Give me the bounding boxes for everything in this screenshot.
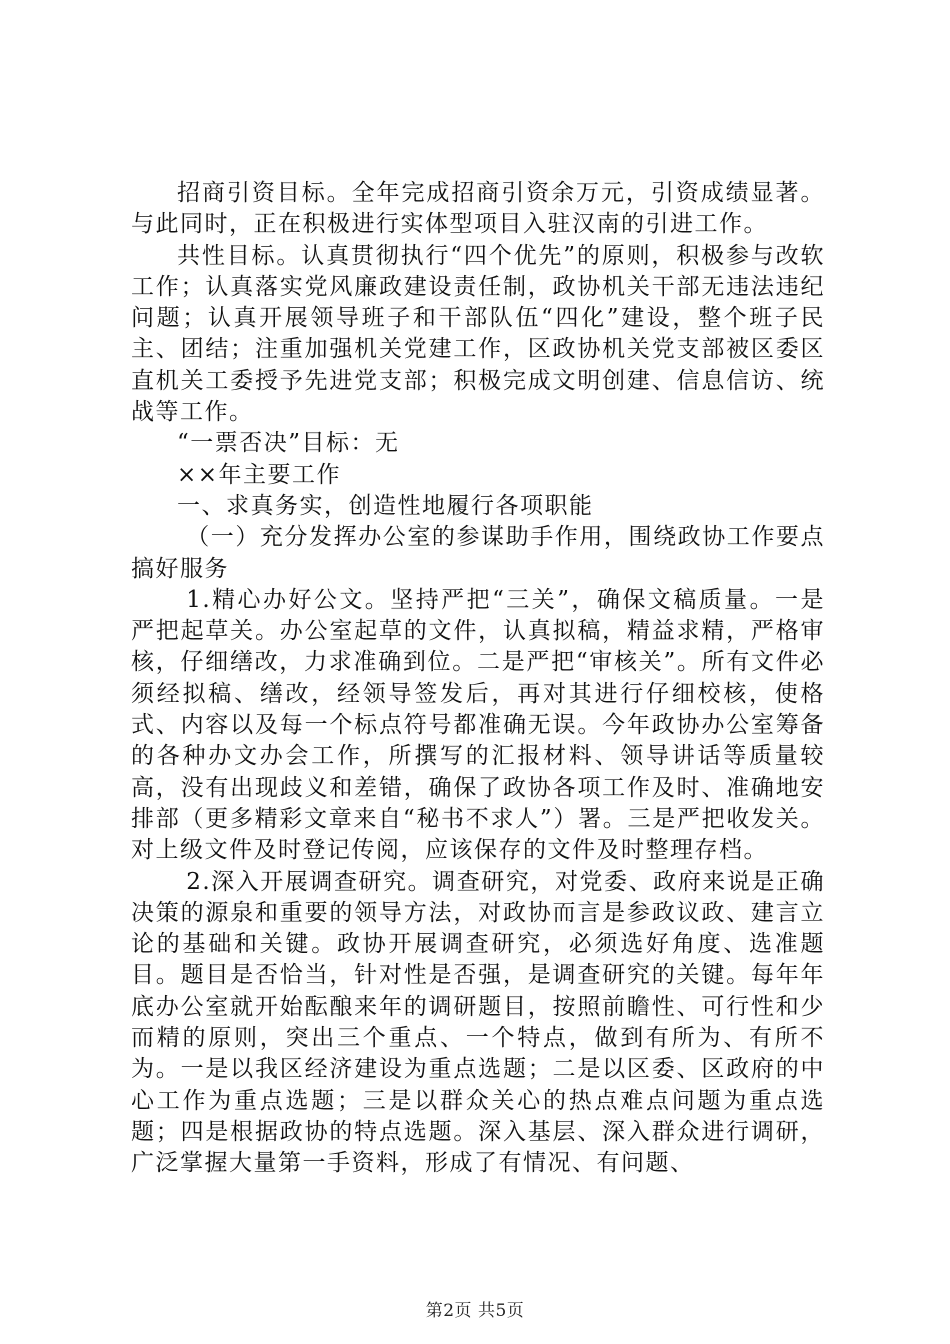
paragraph-common-target: 共性目标。认真贯彻执行“四个优先”的原则，积极参与改软工作；认真落实党风廉政建设责任制，政协机关干部无违法违纪问题；认真开展领导班子和干部队伍“四化”建设，整个班子民主、团结；注重加强机关党建工作，区政协机关党支部被区委区直机关工委授予先进党支部；积极完成文明创建、信息信访、统战等工作。: [131, 242, 825, 426]
paragraph-documents: 1.精心办好公文。坚持严把“三关”，确保文稿质量。一是严把起草关。办公室起草的文件，认真拟稿，精益求精，严格审核，仔细缮改，力求准确到位。二是严把“审核关”。所有文件必须经拟稿、缮改，经领导签发后，再对其进行仔细校核，使格式、内容以及每一个标点符号都准确无误。今年政协办公室筹备的各种办文办会工作，所撰写的汇报材料、领导讲话等质量较高，没有出现歧义和差错，确保了政协各项工作及时、准确地安排部（更多精彩文章来自“秘书不求人”）署。三是严把收发关。对上级文件及时登记传阅，应该保存的文件及时整理存档。: [131, 586, 825, 864]
paragraph-investment-target: 招商引资目标。全年完成招商引资余万元，引资成绩显著。与此同时，正在积极进行实体型项目入驻汉南的引进工作。: [131, 180, 825, 238]
document-body: [131, 178, 825, 1180]
subsection-heading-1: （一）充分发挥办公室的参谋助手作用，围绕政协工作要点搞好服务: [131, 524, 825, 582]
page-footer: 第2页 共5页: [425, 1301, 525, 1321]
paragraph-main-work-heading: ××年主要工作: [177, 461, 342, 488]
paragraph-veto-target: “一票否决”目标：无: [177, 430, 400, 457]
section-heading-1: 一、求真务实，创造性地履行各项职能: [177, 492, 594, 519]
paragraph-research: 2.深入开展调查研究。调查研究，对党委、政府来说是正确决策的源泉和重要的领导方法，对政协而言是参政议政、建言立论的基础和关键。政协开展调查研究，必须选好角度、选准题目。题目是否恰当，针对性是否强，是调查研究的关键。每年年底办公室就开始酝酿来年的调研题目，按照前瞻性、可行性和少而精的原则，突出三个重点、一个特点，做到有所为、有所不为。一是以我区经济建设为重点选题；二是以区委、区政府的中心工作为重点选题；三是以群众关心的热点难点问题为重点选题；四是根据政协的特点选题。深入基层、深入群众进行调研，广泛掌握大量第一手资料，形成了有情况、有问题、: [131, 868, 825, 1177]
